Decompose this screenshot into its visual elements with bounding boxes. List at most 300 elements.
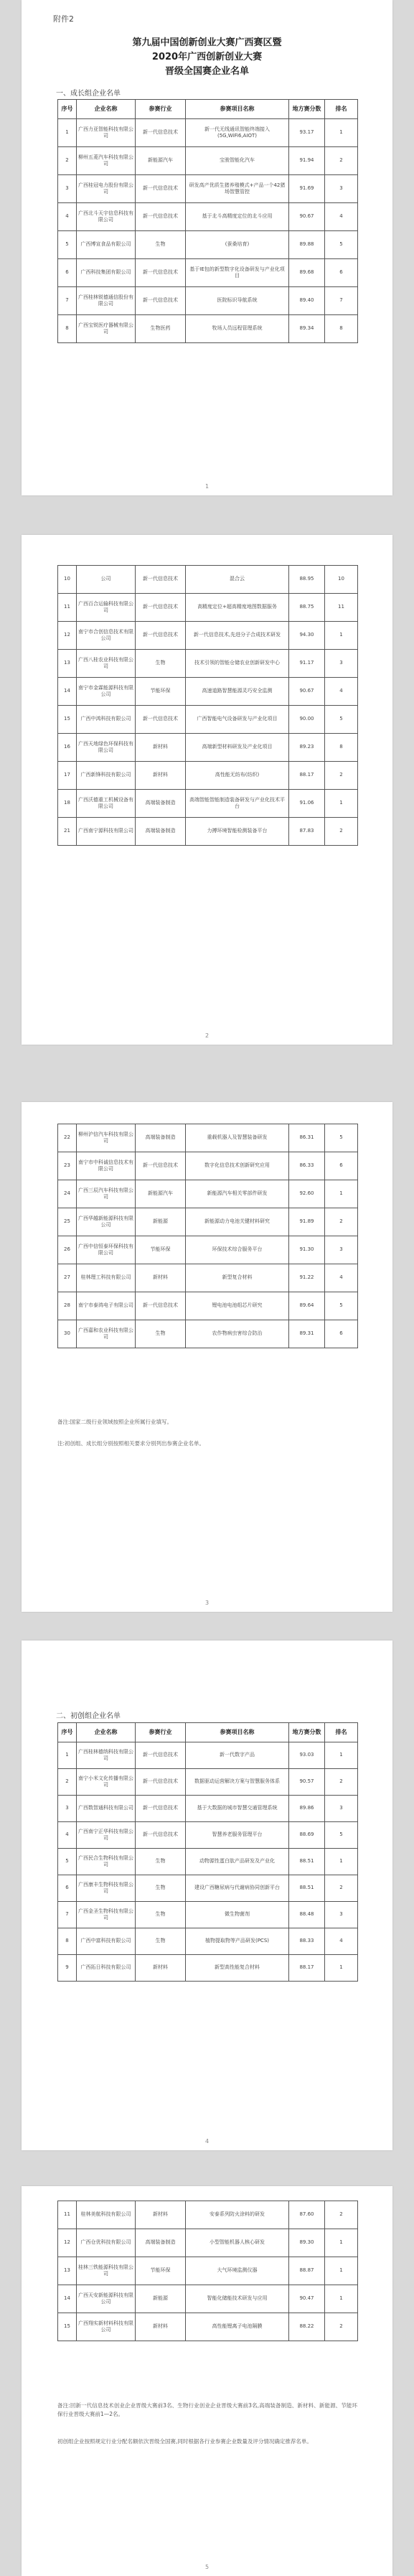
rank-cell: 2 <box>325 2201 358 2229</box>
score-cell: 90.47 <box>289 2285 325 2313</box>
seq-cell: 7 <box>58 1902 77 1928</box>
annex-label: 附件2 <box>53 14 74 24</box>
rank-cell: 5 <box>325 1822 358 1849</box>
seq-cell: 27 <box>58 1264 77 1292</box>
rank-cell: 1 <box>325 1180 358 1208</box>
page-number: 1 <box>204 483 210 490</box>
seq-cell: 6 <box>58 259 77 287</box>
column-header: 参赛行业 <box>136 100 186 119</box>
project-cell: 高端智能智能制造装备研发与产业化技术平台 <box>186 790 289 818</box>
rank-cell: 1 <box>325 119 358 147</box>
page-number: 2 <box>204 1032 210 1039</box>
industry-cell: 高端装备制造 <box>136 818 186 846</box>
industry-cell: 新一代信息技术 <box>136 622 186 650</box>
seq-cell: 14 <box>58 678 77 706</box>
project-cell: 新型高性能复合材料 <box>186 1955 289 1982</box>
seq-cell: 8 <box>58 315 77 343</box>
score-cell: 88.75 <box>289 594 325 622</box>
score-cell: 88.69 <box>289 1822 325 1849</box>
industry-cell: 新材料 <box>136 734 186 762</box>
seq-cell: 15 <box>58 2313 77 2341</box>
score-cell: 91.30 <box>289 1236 325 1264</box>
growth-table-part-3 <box>57 1124 358 1348</box>
table-row <box>58 762 358 790</box>
table-row <box>58 1264 358 1292</box>
industry-cell: 新一代信息技术 <box>136 1769 186 1796</box>
industry-cell: 新材料 <box>136 2313 186 2341</box>
rank-cell: 3 <box>325 650 358 678</box>
project-cell: 新型复合材料 <box>186 1264 289 1292</box>
seq-cell: 30 <box>58 1320 77 1348</box>
industry-cell: 新一代信息技术 <box>136 566 186 594</box>
seq-cell: 16 <box>58 734 77 762</box>
seq-cell: 7 <box>58 287 77 315</box>
company-cell: 广西嘉和农业科技有限公司 <box>77 1320 136 1348</box>
seq-cell: 10 <box>58 566 77 594</box>
rank-cell: 3 <box>325 175 358 203</box>
rank-cell: 11 <box>325 594 358 622</box>
project-cell: 安泰系列防火涂料的研发 <box>186 2201 289 2229</box>
startup-table-part-2 <box>57 2201 358 2341</box>
seq-cell: 23 <box>58 1152 77 1180</box>
seq-cell: 13 <box>58 2257 77 2285</box>
column-header: 地方赛分数 <box>289 1723 325 1742</box>
industry-cell: 生物 <box>136 1928 186 1955</box>
company-cell: 广西天地绿色环保科技有限公司 <box>77 734 136 762</box>
rank-cell: 2 <box>325 1769 358 1796</box>
project-cell: 微生物菌剂 <box>186 1902 289 1928</box>
rank-cell: 3 <box>325 1902 358 1928</box>
seq-cell: 12 <box>58 622 77 650</box>
project-cell: 动物源性蛋白肽产品研发及产业化 <box>186 1849 289 1875</box>
industry-cell: 生物 <box>136 650 186 678</box>
table-row <box>58 2257 358 2285</box>
column-header: 序号 <box>58 1723 77 1742</box>
column-header: 排名 <box>325 100 358 119</box>
company-cell: 广西力亚智能科技有限公司 <box>77 119 136 147</box>
table-row <box>58 1875 358 1902</box>
table-row <box>58 1292 358 1320</box>
column-header: 排名 <box>325 1723 358 1742</box>
company-cell: 桂林理工科技有限公司 <box>77 1264 136 1292</box>
industry-cell: 新能源汽车 <box>136 147 186 175</box>
industry-cell: 新一代信息技术 <box>136 119 186 147</box>
project-cell: 建设广西糖尿病与代谢病协同创新平台 <box>186 1875 289 1902</box>
document-page-4 <box>22 1641 392 2150</box>
project-cell: 新一代信息技术,先进分子合成技术研发 <box>186 622 289 650</box>
project-cell: 环保技术综合服务平台 <box>186 1236 289 1264</box>
table-row <box>58 790 358 818</box>
table-row <box>58 1849 358 1875</box>
score-cell: 89.86 <box>289 1796 325 1822</box>
company-cell: 广西三辰汽车科技有限公司 <box>77 1180 136 1208</box>
score-cell: 90.00 <box>289 706 325 734</box>
score-cell: 90.67 <box>289 203 325 231</box>
project-cell: 高速道路智慧能源灵巧安全监测 <box>186 678 289 706</box>
rank-cell: 2 <box>325 2313 358 2341</box>
rank-cell: 1 <box>325 1849 358 1875</box>
company-cell: 广西华越新能源科技有限公司 <box>77 1208 136 1236</box>
project-cell: 高性能锂离子电池隔膜 <box>186 2313 289 2341</box>
title-line-3: 晋级全国赛企业名单 <box>164 66 249 77</box>
industry-cell: 新能源汽车 <box>136 1180 186 1208</box>
table-row <box>58 566 358 594</box>
table-row <box>58 650 358 678</box>
project-cell: 基于IE包的新型数字化设备研发与产业化项目 <box>186 259 289 287</box>
table-row <box>58 734 358 762</box>
table-row <box>58 1796 358 1822</box>
company-cell: 南宁市泰鸿电子有限公司 <box>77 1292 136 1320</box>
project-cell: 研发高产优质生猪养殖模式+产品一个42猪场智慧管控 <box>186 175 289 203</box>
table-row <box>58 622 358 650</box>
table-row <box>58 1236 358 1264</box>
industry-cell: 新一代信息技术 <box>136 1292 186 1320</box>
table-row <box>58 175 358 203</box>
startup-table-part-1 <box>57 1722 358 1982</box>
score-cell: 89.23 <box>289 734 325 762</box>
seq-cell: 5 <box>58 231 77 259</box>
project-cell: 智能化储能技术研发与应用 <box>186 2285 289 2313</box>
industry-cell: 新一代信息技术 <box>136 1822 186 1849</box>
project-cell: 高精度定位+超高精度地图数据服务 <box>186 594 289 622</box>
score-cell: 88.51 <box>289 1875 325 1902</box>
industry-cell: 新一代信息技术 <box>136 203 186 231</box>
seq-cell: 22 <box>58 1124 77 1152</box>
rank-cell: 1 <box>325 2285 358 2313</box>
score-cell: 89.31 <box>289 1320 325 1348</box>
rank-cell: 2 <box>325 147 358 175</box>
score-cell: 93.03 <box>289 1742 325 1769</box>
score-cell: 86.33 <box>289 1152 325 1180</box>
company-cell: 广西桂冠电力股份有限公司 <box>77 175 136 203</box>
industry-cell: 生物 <box>136 1320 186 1348</box>
seq-cell: 6 <box>58 1875 77 1902</box>
score-cell: 92.60 <box>289 1180 325 1208</box>
rank-cell: 7 <box>325 287 358 315</box>
seq-cell: 11 <box>58 2201 77 2229</box>
seq-cell: 5 <box>58 1849 77 1875</box>
column-header: 企业名称 <box>77 100 136 119</box>
company-cell: 广西康丰生物科技有限公司 <box>77 1875 136 1902</box>
document-page-1 <box>22 0 392 495</box>
industry-cell: 高端装备制造 <box>136 790 186 818</box>
document-page-3 <box>22 1102 392 1612</box>
seq-cell: 3 <box>58 175 77 203</box>
seq-cell: 8 <box>58 1928 77 1955</box>
project-cell: 牧场人员远程管理系统 <box>186 315 289 343</box>
growth-table-part-1 <box>57 99 358 343</box>
growth-note-1: 备注:国家二级行业领域按照企业所属行业填写。 <box>57 1419 173 1425</box>
project-cell: (蚕桑培育) <box>186 231 289 259</box>
score-cell: 89.88 <box>289 231 325 259</box>
seq-cell: 13 <box>58 650 77 678</box>
table-header-row <box>58 1723 358 1742</box>
rank-cell: 6 <box>325 1152 358 1180</box>
score-cell: 94.30 <box>289 622 325 650</box>
company-cell: 广西中富科技有限公司 <box>77 1928 136 1955</box>
score-cell: 91.17 <box>289 650 325 678</box>
company-cell: 南宁市合创信息技术有限公司 <box>77 622 136 650</box>
rank-cell: 8 <box>325 734 358 762</box>
company-cell: 广西翔实新材料科技有限公司 <box>77 2313 136 2341</box>
table-row <box>58 1180 358 1208</box>
company-cell: 广西新锋科技有限公司 <box>77 762 136 790</box>
table-row <box>58 1822 358 1849</box>
rank-cell: 10 <box>325 566 358 594</box>
table-row <box>58 287 358 315</box>
seq-cell: 24 <box>58 1180 77 1208</box>
company-cell: 广西仓优科技有限公司 <box>77 2229 136 2257</box>
company-cell: 广西桂林德纳科技有限公司 <box>77 1742 136 1769</box>
rank-cell: 2 <box>325 1875 358 1902</box>
table-row <box>58 706 358 734</box>
table-row <box>58 315 358 343</box>
table-row <box>58 2229 358 2257</box>
title-line-2: 2020年广西创新创业大赛 <box>151 52 263 62</box>
rank-cell: 1 <box>325 1955 358 1982</box>
rank-cell: 5 <box>325 1292 358 1320</box>
page-number: 4 <box>204 2138 210 2145</box>
company-cell: 广西拓日科技有限公司 <box>77 1955 136 1982</box>
rank-cell: 6 <box>325 1320 358 1348</box>
growth-note-2: 注:初创组、成长组分别按照相关要求分别列出参赛企业名单。 <box>57 1440 205 1447</box>
industry-cell: 节能环保 <box>136 1236 186 1264</box>
industry-cell: 新材料 <box>136 762 186 790</box>
table-row <box>58 2201 358 2229</box>
industry-cell: 新材料 <box>136 1955 186 1982</box>
industry-cell: 新材料 <box>136 2201 186 2229</box>
seq-cell: 17 <box>58 762 77 790</box>
rank-cell: 5 <box>325 1124 358 1152</box>
company-cell: 广西数智通科技有限公司 <box>77 1796 136 1822</box>
table-row <box>58 1742 358 1769</box>
rank-cell: 4 <box>325 678 358 706</box>
column-header: 参赛项目名称 <box>186 100 289 119</box>
table-row <box>58 1928 358 1955</box>
project-cell: 重载机器人及智慧装备研发 <box>186 1124 289 1152</box>
seq-cell: 26 <box>58 1236 77 1264</box>
company-cell: 广西博宣食品有限公司 <box>77 231 136 259</box>
industry-cell: 节能环保 <box>136 2257 186 2285</box>
seq-cell: 2 <box>58 147 77 175</box>
company-cell: 南宁市金霖能源科技有限公司 <box>77 678 136 706</box>
seq-cell: 12 <box>58 2229 77 2257</box>
score-cell: 88.95 <box>289 566 325 594</box>
score-cell: 89.68 <box>289 259 325 287</box>
seq-cell: 2 <box>58 1769 77 1796</box>
rank-cell: 2 <box>325 1208 358 1236</box>
company-cell: 广西桂林锐德通信股份有限公司 <box>77 287 136 315</box>
project-cell: 混合云 <box>186 566 289 594</box>
score-cell: 88.17 <box>289 1955 325 1982</box>
industry-cell: 新能源 <box>136 1208 186 1236</box>
rank-cell: 3 <box>325 1236 358 1264</box>
column-header: 参赛行业 <box>136 1723 186 1742</box>
industry-cell: 新一代信息技术 <box>136 287 186 315</box>
industry-cell: 高端装备制造 <box>136 2229 186 2257</box>
project-cell: 新一代数字产品 <box>186 1742 289 1769</box>
seq-cell: 25 <box>58 1208 77 1236</box>
table-row <box>58 1124 358 1152</box>
company-cell: 柳州五菱汽车科技有限公司 <box>77 147 136 175</box>
rank-cell: 1 <box>325 790 358 818</box>
score-cell: 87.83 <box>289 818 325 846</box>
industry-cell: 新一代信息技术 <box>136 1742 186 1769</box>
industry-cell: 生物 <box>136 231 186 259</box>
project-cell: 植物提取物等产品研发(PCS) <box>186 1928 289 1955</box>
table-row <box>58 678 358 706</box>
company-cell: 广西天安新能源科技有限公司 <box>77 2285 136 2313</box>
rank-cell: 4 <box>325 1928 358 1955</box>
startup-note-1: 备注:回新一代信息技术创业企业晋级大赛前3名、生物行业创业企业晋级大赛前3名,高端装备制造、新材料、新能源、节能环保行业晋级大赛前1—2名。 <box>57 2402 357 2417</box>
score-cell: 88.33 <box>289 1928 325 1955</box>
project-cell: 技术引领的智能仓储农业创新研发中心 <box>186 650 289 678</box>
table-row <box>58 231 358 259</box>
seq-cell: 15 <box>58 706 77 734</box>
score-cell: 86.31 <box>289 1124 325 1152</box>
seq-cell: 3 <box>58 1796 77 1822</box>
industry-cell: 生物 <box>136 1902 186 1928</box>
table-row <box>58 1902 358 1928</box>
company-cell: 广西科技集团有限公司 <box>77 259 136 287</box>
rank-cell: 2 <box>325 762 358 790</box>
growth-table-part-2 <box>57 565 358 846</box>
score-cell: 89.64 <box>289 1292 325 1320</box>
industry-cell: 新一代信息技术 <box>136 175 186 203</box>
section-growth-heading: 一、成长组企业名单 <box>56 90 121 98</box>
company-cell: 广西宝锐医疗器械有限公司 <box>77 315 136 343</box>
project-cell: 高性能无纺布(纺织) <box>186 762 289 790</box>
rank-cell: 2 <box>325 818 358 846</box>
score-cell: 88.22 <box>289 2313 325 2341</box>
score-cell: 91.89 <box>289 1208 325 1236</box>
company-cell: 广西沃德重工机械设备有限公司 <box>77 790 136 818</box>
score-cell: 89.30 <box>289 2229 325 2257</box>
column-header: 序号 <box>58 100 77 119</box>
seq-cell: 9 <box>58 1955 77 1982</box>
industry-cell: 生物医药 <box>136 315 186 343</box>
title-line-1: 第九届中国创新创业大赛广西赛区暨 <box>132 37 282 48</box>
industry-cell: 新一代信息技术 <box>136 259 186 287</box>
seq-cell: 28 <box>58 1292 77 1320</box>
project-cell: 宝骏智能化汽车 <box>186 147 289 175</box>
industry-cell: 新一代信息技术 <box>136 706 186 734</box>
company-cell: 广西中鸿科技有限公司 <box>77 706 136 734</box>
project-cell: 力搏环境智能检测装备平台 <box>186 818 289 846</box>
company-cell: 桂林三铁能源科技有限公司 <box>77 2257 136 2285</box>
industry-cell: 新一代信息技术 <box>136 594 186 622</box>
project-cell: 大气环境监测仪器 <box>186 2257 289 2285</box>
column-header: 企业名称 <box>77 1723 136 1742</box>
page-number: 5 <box>204 2564 210 2570</box>
seq-cell: 1 <box>58 119 77 147</box>
project-cell: 农作物病虫害综合防治 <box>186 1320 289 1348</box>
rank-cell: 1 <box>325 622 358 650</box>
table-row <box>58 259 358 287</box>
company-cell: 广西北斗天宇信息科技有限公司 <box>77 203 136 231</box>
company-cell: 公司 <box>77 566 136 594</box>
company-cell: 广西八桂农业科技有限公司 <box>77 650 136 678</box>
table-row <box>58 1769 358 1796</box>
rank-cell: 4 <box>325 1264 358 1292</box>
table-header-row <box>58 100 358 119</box>
project-cell: 医院标识导航系统 <box>186 287 289 315</box>
table-row <box>58 147 358 175</box>
project-cell: 智慧养老服务管理平台 <box>186 1822 289 1849</box>
score-cell: 89.40 <box>289 287 325 315</box>
project-cell: 锂电池电池组芯片研究 <box>186 1292 289 1320</box>
rank-cell: 3 <box>325 1796 358 1822</box>
company-cell: 南宁市中科诚信息技术有限公司 <box>77 1152 136 1180</box>
rank-cell: 6 <box>325 259 358 287</box>
company-cell: 广西南宁源科技有限公司 <box>77 818 136 846</box>
seq-cell: 14 <box>58 2285 77 2313</box>
seq-cell: 11 <box>58 594 77 622</box>
document-page-5 <box>22 2186 392 2576</box>
table-row <box>58 594 358 622</box>
table-row <box>58 1208 358 1236</box>
rank-cell: 1 <box>325 1742 358 1769</box>
score-cell: 88.87 <box>289 2257 325 2285</box>
score-cell: 91.06 <box>289 790 325 818</box>
industry-cell: 高端装备制造 <box>136 1124 186 1152</box>
rank-cell: 8 <box>325 315 358 343</box>
company-cell: 柳州沪信汽车科技有限公司 <box>77 1124 136 1152</box>
rank-cell: 5 <box>325 706 358 734</box>
rank-cell: 4 <box>325 203 358 231</box>
project-cell: 新能源动力电池关键材料研究 <box>186 1208 289 1236</box>
page-number: 3 <box>204 1600 210 1606</box>
table-row <box>58 818 358 846</box>
table-row <box>58 2313 358 2341</box>
industry-cell: 生物 <box>136 1849 186 1875</box>
industry-cell: 新能源 <box>136 2285 186 2313</box>
score-cell: 89.34 <box>289 315 325 343</box>
company-cell: 广西南宁正华科技有限公司 <box>77 1822 136 1849</box>
project-cell: 基于大数据的城市智慧交通管理系统 <box>186 1796 289 1822</box>
score-cell: 93.17 <box>289 119 325 147</box>
seq-cell: 4 <box>58 1822 77 1849</box>
company-cell: 南宁小米文化传播有限公司 <box>77 1769 136 1796</box>
company-cell: 广西中信恒泰环保科技有限公司 <box>77 1236 136 1264</box>
seq-cell: 1 <box>58 1742 77 1769</box>
company-cell: 广西民合生物科技有限公司 <box>77 1849 136 1875</box>
industry-cell: 生物 <box>136 1875 186 1902</box>
company-cell: 广西金圣生物科技有限公司 <box>77 1902 136 1928</box>
score-cell: 91.22 <box>289 1264 325 1292</box>
score-cell: 90.67 <box>289 678 325 706</box>
score-cell: 88.17 <box>289 762 325 790</box>
score-cell: 91.94 <box>289 147 325 175</box>
table-row <box>58 119 358 147</box>
industry-cell: 新一代信息技术 <box>136 1152 186 1180</box>
document-page-2 <box>22 535 392 1045</box>
score-cell: 90.57 <box>289 1769 325 1796</box>
table-row <box>58 1320 358 1348</box>
company-cell: 广西百合运输科技有限公司 <box>77 594 136 622</box>
company-cell: 桂林美航科技有限公司 <box>77 2201 136 2229</box>
project-cell: 基于北斗高精度定位的北斗应用 <box>186 203 289 231</box>
section-startup-heading: 二、初创组企业名单 <box>56 1712 121 1720</box>
project-cell: 新能源汽车相关零部件研发 <box>186 1180 289 1208</box>
project-cell: 数据驱动运营解决方案与智慧服务体系 <box>186 1769 289 1796</box>
rank-cell: 5 <box>325 231 358 259</box>
rank-cell: 1 <box>325 2257 358 2285</box>
project-cell: 新一代无线通讯智能终端接入(5G,WiFi6,AIOT) <box>186 119 289 147</box>
project-cell: 数字化信息技术创新研究应用 <box>186 1152 289 1180</box>
score-cell: 88.51 <box>289 1849 325 1875</box>
column-header: 参赛项目名称 <box>186 1723 289 1742</box>
